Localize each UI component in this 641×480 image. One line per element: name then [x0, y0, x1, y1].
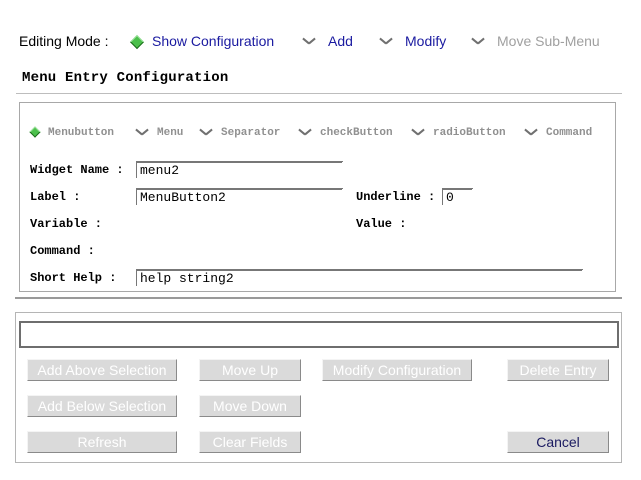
radio-unselected-icon: [298, 127, 314, 137]
move-down-button[interactable]: Move Down: [199, 395, 301, 417]
type-option-label: Separator: [221, 127, 281, 139]
type-menu-radio[interactable]: [135, 127, 183, 139]
move-up-button[interactable]: Move Up: [199, 359, 301, 381]
add-below-selection-button[interactable]: Add Below Selection: [27, 395, 177, 417]
type-command-radio[interactable]: [524, 127, 592, 139]
radio-unselected-icon: [302, 36, 320, 48]
refresh-button[interactable]: Refresh: [27, 431, 177, 453]
radio-unselected-icon: [471, 36, 489, 48]
mode-add-radio[interactable]: [302, 33, 353, 49]
type-option-label: Menubutton: [48, 127, 115, 139]
widget-name-input[interactable]: [136, 162, 342, 178]
type-menubutton-radio[interactable]: [30, 127, 114, 139]
underline-input[interactable]: [442, 189, 472, 205]
type-option-label: radioButton: [433, 127, 506, 139]
mode-option-label: Show Configuration: [152, 33, 275, 49]
short-help-label: Short Help :: [30, 271, 117, 285]
type-checkbutton-radio[interactable]: [298, 127, 393, 139]
input-edge: [136, 161, 343, 162]
radio-unselected-icon: [411, 127, 427, 137]
mode-option-label: Add: [328, 33, 353, 49]
cancel-button[interactable]: Cancel: [507, 431, 609, 453]
type-separator-radio[interactable]: [199, 127, 280, 139]
radio-selected-icon: [130, 36, 144, 48]
input-edge: [136, 188, 343, 189]
short-help-input[interactable]: [136, 270, 582, 286]
label-field-label: Label :: [30, 190, 81, 204]
label-input[interactable]: [136, 189, 342, 205]
command-label: Command :: [30, 244, 95, 258]
mode-option-label: Move Sub-Menu: [497, 33, 600, 49]
clear-fields-button[interactable]: Clear Fields: [199, 431, 301, 453]
radio-unselected-icon: [379, 36, 397, 48]
input-edge: [136, 269, 583, 270]
mode-move-submenu-radio: [471, 33, 600, 49]
type-radiobutton-radio[interactable]: [411, 127, 506, 139]
mode-option-label: Modify: [405, 33, 447, 49]
value-label: Value :: [356, 217, 407, 231]
message-entry[interactable]: [19, 321, 619, 348]
radio-unselected-icon: [524, 127, 540, 137]
delete-entry-button[interactable]: Delete Entry: [507, 359, 609, 381]
add-above-selection-button[interactable]: Add Above Selection: [27, 359, 177, 381]
group-bottom-edge: [15, 297, 622, 299]
input-edge: [442, 188, 473, 189]
radio-selected-icon: [30, 127, 42, 137]
title-divider: [16, 93, 622, 94]
radio-unselected-icon: [135, 127, 151, 137]
config-title: Menu Entry Configuration: [22, 70, 229, 86]
mode-show-configuration-radio[interactable]: [130, 33, 274, 49]
widget-name-label: Widget Name :: [30, 163, 124, 177]
underline-label: Underline :: [356, 190, 436, 204]
type-option-label: Menu: [157, 127, 184, 139]
modify-configuration-button[interactable]: Modify Configuration: [322, 359, 472, 381]
type-option-label: checkButton: [320, 127, 393, 139]
mode-modify-radio[interactable]: [379, 33, 446, 49]
type-option-label: Command: [546, 127, 593, 139]
radio-unselected-icon: [199, 127, 215, 137]
variable-label: Variable :: [30, 217, 103, 231]
editing-mode-label: Editing Mode :: [19, 33, 109, 49]
